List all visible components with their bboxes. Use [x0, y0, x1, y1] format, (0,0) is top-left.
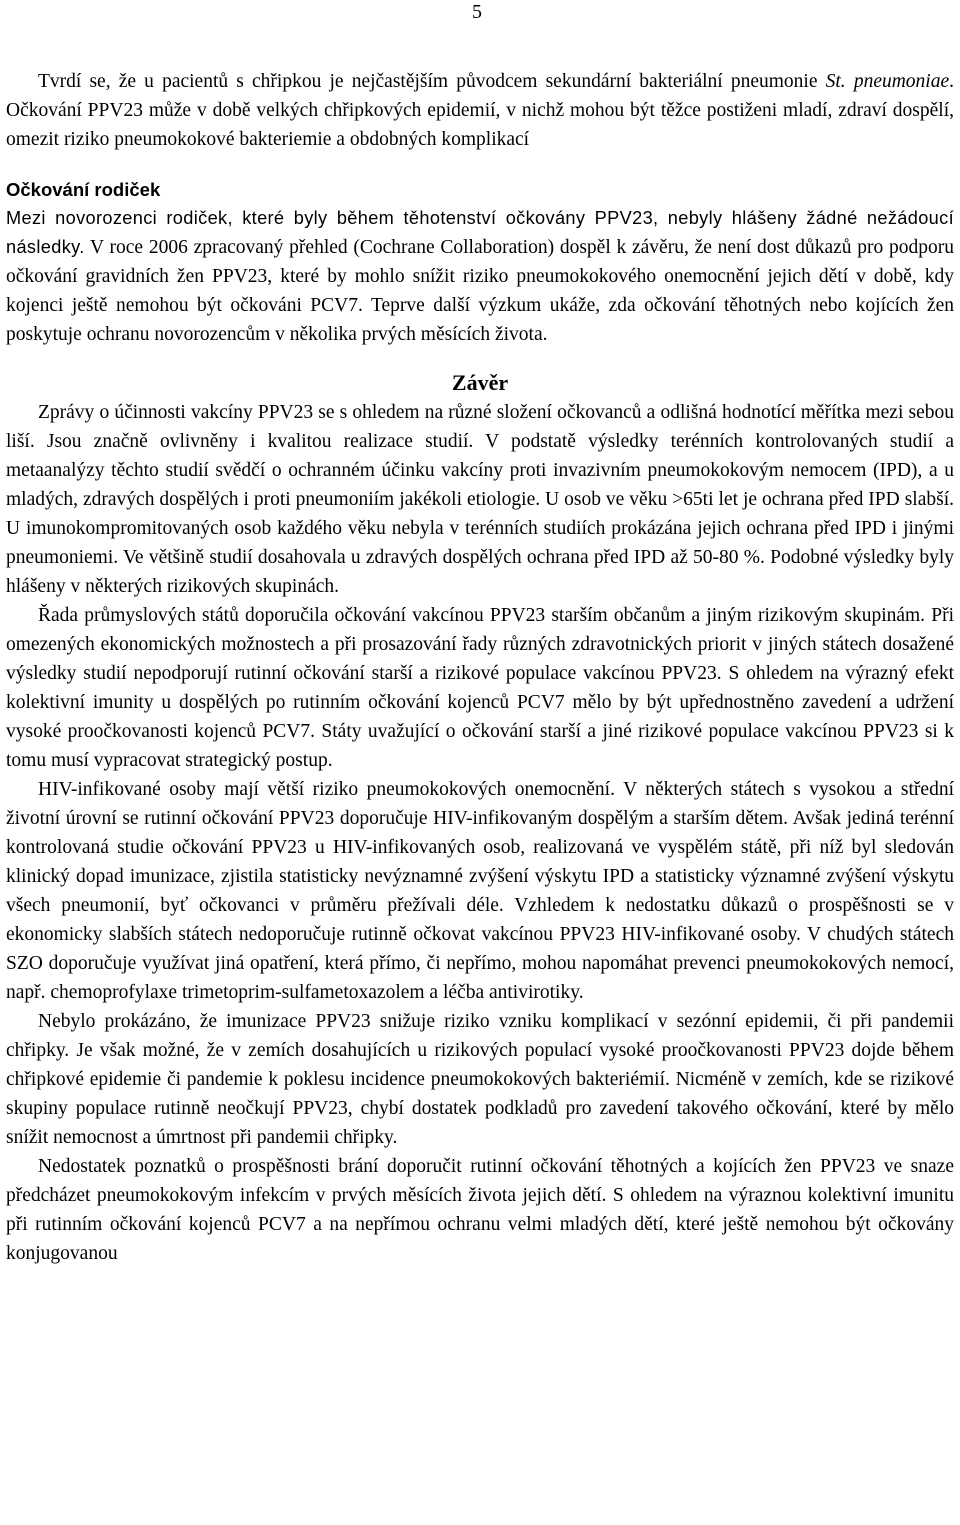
- paragraph-text: . Očkování PPV23 může v době velkých chřipkových epidemií, v nichž mohou být těžce postiženi mladí, zdraví dospělí, omezit riziko pneumokokové bakteriemie a obdobných komplikací: [6, 71, 954, 150]
- paragraph-hiv: HIV-infikované osoby mají větší riziko pneumokokových onemocnění. V některých státech s vysokou a střední životní úrovní se rutinní očkování PPV23 doporučuje HIV-infikovaným dospělým a starším dětem. Avšak jediná terénní kontrolovaná studie očkování PPV23 u HIV-infikovaných osob, realizovaná ve vyspělém státě, při níž byl sledován klinický dopad imunizace, zjistila statisticky nevýznamné zvýšení výskytu IPD a statisticky významné zvýšení výskytu všech pneumonií, byť očkovanci v průměru přežívali déle. Vzhledem k nedostatku důkazů o prospěšnosti se v ekonomicky slabších státech nedoporučuje rutinně očkovat vakcínou PPV23 HIV-infikované osoby. V chudých státech SZO doporučuje využívat jiná opatření, která přímo, či nepřímo, mohou napomáhat prevenci pneumokokových nemocí, např. chemoprofylaxe trimetoprim-sulfametoxazolem a léčba antivirotiky.: [6, 779, 954, 1003]
- page-number: 5: [472, 1, 482, 23]
- paragraph-influenza: Nebylo prokázáno, že imunizace PPV23 snižuje riziko vzniku komplikací v sezónní epidemii, či při pandemii chřipky. Je však možné, že v zemích dosahujících u rizikových populací vysoké proočkovanosti PPV23 dojde během chřipkové epidemie či pandemie k poklesu incidence pneumokokových bakteriémií. Nicméně v zemích, kde se rizikové skupiny populace rutinně neočkují PPV23, chybí dostatek podkladů pro zavedení takového očkování, které by mělo snížit nemocnost a úmrtnost při pandemii chřipky.: [6, 1011, 954, 1148]
- paragraph-pregnancy: Nedostatek poznatků o prospěšnosti brání doporučit rutinní očkování těhotných a kojících žen PPV23 ve snaze předcházet pneumokokovým infekcím v prvých měsících života jejich dětí. S ohledem na výraznou kolektivní imunitu při rutinním očkování kojenců PCV7 a na nepřímou ochranu velmi mladých dětí, které ještě nemohou být očkovány konjugovanou: [6, 1156, 954, 1264]
- subheading-parents: Očkování rodiček: [6, 179, 161, 200]
- species-name: St. pneumoniae: [825, 71, 950, 92]
- paragraph-text: V roce 2006 zpracovaný přehled (Cochrane Collaboration) dospěl k závěru, že není dost důkazů pro podporu očkování gravidních žen PPV23, které by mohlo snížit riziko pneumokokového onemocnění jejich dětí v době, kdy kojenci ještě nemohou být očkováni PCV7. Teprve další výzkum ukáže, zda očkování těhotných nebo kojících žen poskytuje ochranu novorozencům v několika prvých měsících života.: [6, 237, 954, 345]
- paragraph-secondary-pneumonia: [6, 67, 954, 154]
- paragraph-recommendations: Řada průmyslových států doporučila očkování vakcínou PPV23 starším občanům a jiným rizikovým skupinám. Při omezených ekonomických možnostech a při prosazování řady různých zdravotnických priorit v jiných státech dosažené výsledky studií nepodporují rutinní očkování starší a rizikové populace vakcínou PPV23. S ohledem na výrazný efekt kolektivní imunity u dospělých po rutinním očkování kojenců PCV7 mělo by být upřednostněno zavedení a udržení vysoké proočkovanosti kojenců PCV7. Státy uvažující o očkování starší a jiné rizikové populace vakcínou PPV23 si k tomu musí vypracovat strategický postup.: [6, 605, 954, 771]
- paragraph-efficacy: Zprávy o účinnosti vakcíny PPV23 se s ohledem na různé složení očkovanců a odlišná hodnotící měřítka mezi sebou liší. Jsou značně ovlivněny i kvalitou realizace studií. V podstatě výsledky terénních kontrolovaných studií a metaanalýzy těchto studií svědčí o ochranném účinku vakcíny proti invazivním pneumokokovým nemocem (IPD), a u mladých, zdravých dospělých i proti pneumoniím jakékoli etiologie. U osob ve věku >65ti let je ochrana před IPD slabší. U imunokompromitovaných osob každého věku nebyla v terénních studiích prokázána jejich ochrana před IPD i jinými pneumoniemi. Ve většině studií dosahovala u zdravých dospělých ochrana před IPD až 50-80 %. Podobné výsledky byly hlášeny v některých rizikových skupinách.: [6, 402, 954, 597]
- document-body: [6, 67, 954, 1268]
- paragraph-text-sans: Mezi novorozenci rodiček, které byly během těhotenství očkovány PPV23, nebyly hlášeny žádné nežádoucí následky.: [6, 208, 954, 257]
- paragraph-parents: [6, 204, 954, 349]
- paragraph-text: Tvrdí se, že u pacientů s chřipkou je nejčastějším původcem sekundární bakteriální pneumonie: [38, 71, 826, 92]
- section-title-conclusion: Závěr: [451, 370, 509, 395]
